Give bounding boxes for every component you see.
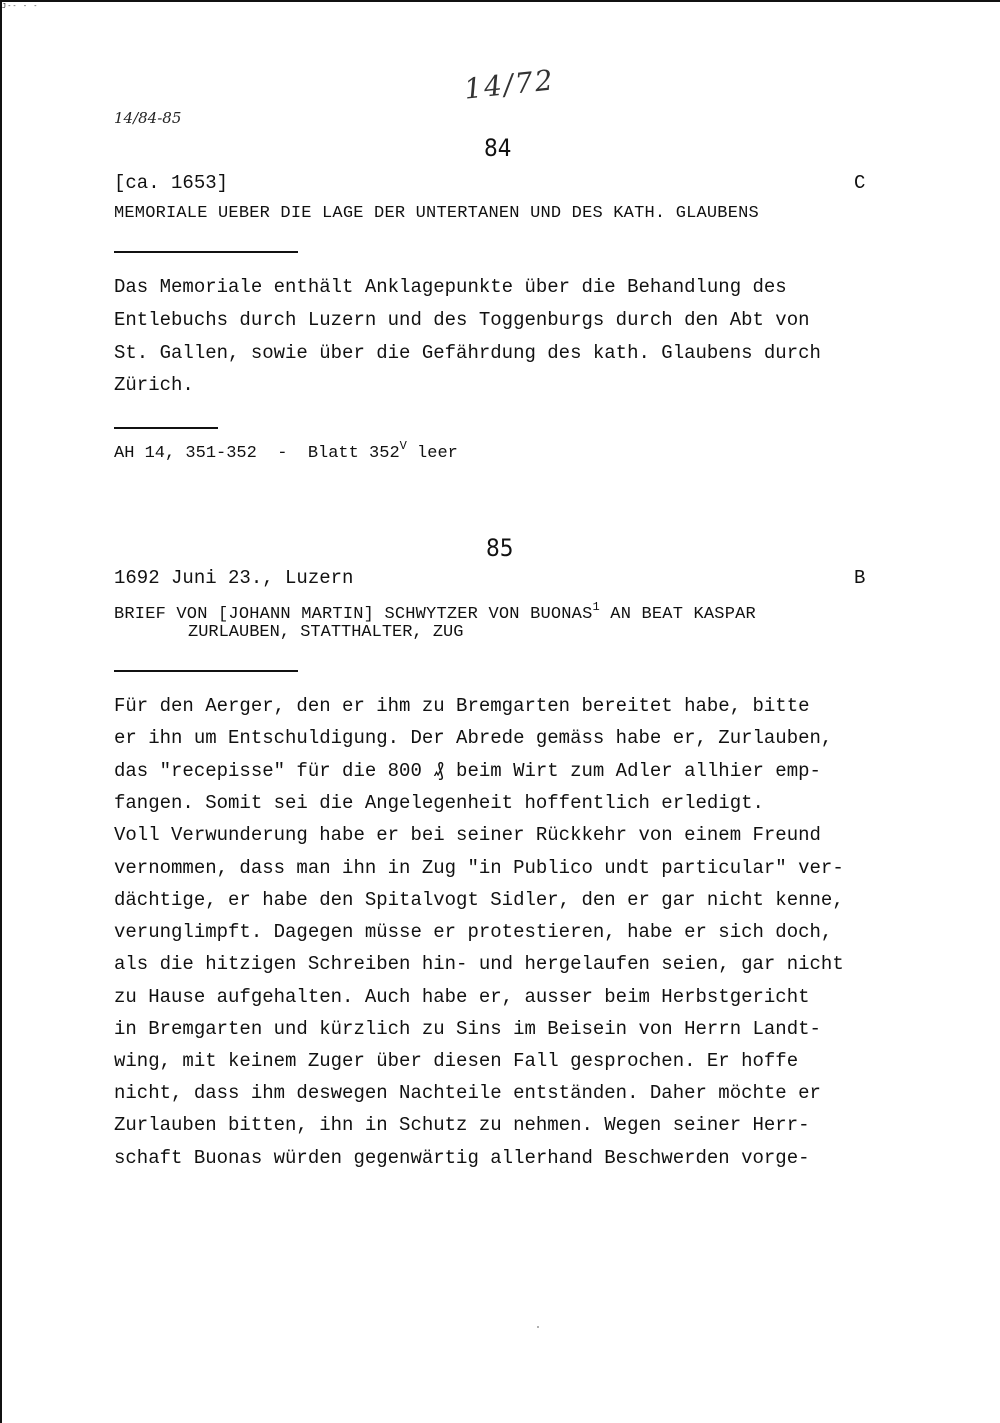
doc85-classification: B	[854, 567, 866, 589]
doc85-body-line: dächtige, er habe den Spitalvogt Sidler, den er gar nicht kenne,	[114, 889, 844, 911]
doc85-body-line: Voll Verwunderung habe er bei seiner Rückkehr von einem Freund	[114, 824, 821, 846]
scan-speck	[537, 1326, 539, 1328]
doc85-body-line: Zurlauben bitten, ihn in Schutz zu nehmen. Wegen seiner Herr-	[114, 1114, 810, 1136]
doc85-body-line: er ihn um Entschuldigung. Der Abrede gemäss habe er, Zurlauben,	[114, 727, 833, 749]
handwritten-note: 14/72	[462, 63, 557, 106]
doc85-title-line2: ZURLAUBEN, STATTHALTER, ZUG	[188, 623, 464, 642]
doc84-summary-line: St. Gallen, sowie über die Gefährdung des kath. Glaubens durch	[114, 342, 821, 364]
scan-border-left	[0, 0, 2, 1423]
doc84-date: [ca. 1653]	[114, 172, 229, 194]
document-number-84: 84	[484, 134, 512, 162]
doc85-title-line1	[114, 600, 756, 624]
doc85-body-line: schaft Buonas würden gegenwärtig allerhand Beschwerden vorge-	[114, 1147, 810, 1169]
doc84-summary-line: Zürich.	[114, 374, 194, 396]
doc84-source-end: leer	[406, 444, 458, 463]
doc85-body-line: Für den Aerger, den er ihm zu Bremgarten bereitet habe, bitte	[114, 695, 810, 717]
doc85-title-end: AN BEAT KASPAR	[599, 605, 756, 624]
corner-mark: J-- - -	[2, 2, 39, 10]
doc85-body-line: nicht, dass ihm deswegen Nachteile entständen. Daher möchte er	[114, 1082, 821, 1104]
doc85-body-line: als die hitzigen Schreiben hin- und hergelaufen seien, gar nicht	[114, 953, 844, 975]
title-rule-84	[114, 251, 298, 253]
doc84-source-verso: V	[399, 439, 407, 453]
summary-rule-84	[114, 427, 218, 429]
doc85-body-line: zu Hause aufgehalten. Auch habe er, ausser beim Herbstgericht	[114, 986, 810, 1008]
doc85-body-line: in Bremgarten und kürzlich zu Sins im Beisein von Herrn Landt-	[114, 1018, 821, 1040]
doc85-body-line: vernommen, dass man ihn in Zug "in Publico undt particular" ver-	[114, 857, 844, 879]
archive-reference: 14/84-85	[114, 109, 182, 127]
doc85-title-main: BRIEF VON [JOHANN MARTIN] SCHWYTZER VON BUONAS	[114, 605, 593, 624]
doc84-classification: C	[854, 172, 866, 194]
doc85-body-line: das "recepisse" für die 800 ₰ beim Wirt zum Adler allhier emp-	[114, 760, 821, 782]
doc85-body-line: fangen. Somit sei die Angelegenheit hoffentlich erledigt.	[114, 792, 764, 814]
title-rule-85	[114, 670, 298, 672]
document-number-85: 85	[486, 534, 514, 562]
doc84-source-main: AH 14, 351-352 - Blatt 352	[114, 444, 400, 463]
doc84-title: MEMORIALE UEBER DIE LAGE DER UNTERTANEN UND DES KATH. GLAUBENS	[114, 204, 759, 223]
doc85-footnote-ref: 1	[592, 600, 600, 614]
doc85-date: 1692 Juni 23., Luzern	[114, 567, 354, 589]
doc85-body-line: wing, mit keinem Zuger über diesen Fall gesprochen. Er hoffe	[114, 1050, 799, 1072]
doc85-body-line: verunglimpft. Dagegen müsse er protestieren, habe er sich doch,	[114, 921, 833, 943]
scan-border-top	[0, 0, 1000, 2]
doc84-summary-line: Entlebuchs durch Luzern und des Toggenburgs durch den Abt von	[114, 309, 810, 331]
doc84-summary-line: Das Memoriale enthält Anklagepunkte über die Behandlung des	[114, 276, 787, 298]
doc84-source	[114, 439, 458, 463]
